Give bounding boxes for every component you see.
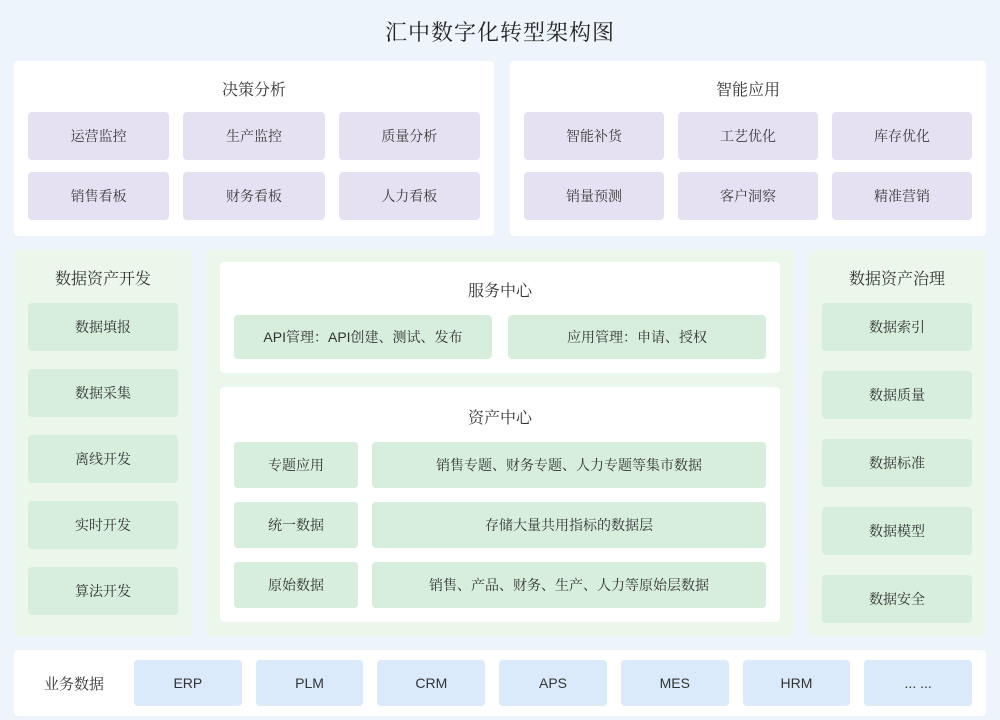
application-tile[interactable]: 库存优化 xyxy=(832,112,972,160)
application-tile[interactable]: 客户洞察 xyxy=(678,172,818,220)
development-item[interactable]: 数据采集 xyxy=(28,369,178,417)
asset-row-description[interactable]: 销售、产品、财务、生产、人力等原始层数据 xyxy=(372,562,766,608)
intelligent-applications-title: 智能应用 xyxy=(715,82,780,99)
decision-tile[interactable]: 销售看板 xyxy=(28,172,169,220)
data-asset-development-column xyxy=(14,250,192,636)
intelligent-applications-tiles xyxy=(524,112,972,220)
service-center-title: 服务中心 xyxy=(467,283,532,300)
asset-row-description[interactable]: 存储大量共用指标的数据层 xyxy=(372,502,766,548)
data-asset-governance-title: 数据资产治理 xyxy=(848,271,945,288)
application-tile[interactable]: 智能补货 xyxy=(524,112,664,160)
data-asset-governance-column xyxy=(808,250,986,636)
business-system-chip[interactable]: ... ... xyxy=(864,660,972,706)
business-system-chip[interactable]: ERP xyxy=(134,660,242,706)
business-system-chip[interactable]: PLM xyxy=(256,660,364,706)
service-item[interactable]: API管理：API创建、测试、发布 xyxy=(234,315,492,359)
decision-analysis-title: 决策分析 xyxy=(221,82,286,99)
governance-item[interactable]: 数据模型 xyxy=(822,507,972,555)
development-item[interactable]: 实时开发 xyxy=(28,501,178,549)
application-tile[interactable]: 销量预测 xyxy=(524,172,664,220)
decision-tile[interactable]: 生产监控 xyxy=(183,112,324,160)
asset-row-description[interactable]: 销售专题、财务专题、人力专题等集市数据 xyxy=(372,442,766,488)
asset-center-panel xyxy=(220,387,780,622)
asset-row xyxy=(234,442,766,488)
development-item[interactable]: 数据填报 xyxy=(28,303,178,351)
top-row xyxy=(14,61,986,236)
governance-item[interactable]: 数据索引 xyxy=(822,303,972,351)
asset-center-title: 资产中心 xyxy=(467,410,532,427)
governance-item[interactable]: 数据标准 xyxy=(822,439,972,487)
development-item[interactable]: 算法开发 xyxy=(28,567,178,615)
governance-item[interactable]: 数据质量 xyxy=(822,371,972,419)
middle-row xyxy=(14,250,986,636)
asset-row-label[interactable]: 原始数据 xyxy=(234,562,358,608)
development-item[interactable]: 离线开发 xyxy=(28,435,178,483)
business-data-label: 业务数据 xyxy=(43,675,104,693)
business-system-chip[interactable]: HRM xyxy=(743,660,851,706)
governance-item[interactable]: 数据安全 xyxy=(822,575,972,623)
business-system-chip[interactable]: APS xyxy=(499,660,607,706)
asset-row-label[interactable]: 专题应用 xyxy=(234,442,358,488)
application-tile[interactable]: 精准营销 xyxy=(832,172,972,220)
decision-tile[interactable]: 质量分析 xyxy=(339,112,480,160)
decision-analysis-panel xyxy=(14,61,494,236)
data-asset-development-title: 数据资产开发 xyxy=(54,271,151,288)
decision-tile[interactable]: 运营监控 xyxy=(28,112,169,160)
page-title: 汇中数字化转型架构图 xyxy=(384,20,615,45)
decision-analysis-tiles xyxy=(28,112,480,220)
application-tile[interactable]: 工艺优化 xyxy=(678,112,818,160)
service-center-panel xyxy=(220,262,780,373)
center-column xyxy=(206,250,794,636)
business-data-row xyxy=(14,650,986,716)
intelligent-applications-panel xyxy=(510,61,986,236)
service-center-items xyxy=(234,315,766,359)
asset-row xyxy=(234,502,766,548)
decision-tile[interactable]: 财务看板 xyxy=(183,172,324,220)
business-system-chip[interactable]: MES xyxy=(621,660,729,706)
service-item[interactable]: 应用管理：申请、授权 xyxy=(508,315,766,359)
business-system-chip[interactable]: CRM xyxy=(377,660,485,706)
decision-tile[interactable]: 人力看板 xyxy=(339,172,480,220)
asset-row xyxy=(234,562,766,608)
asset-row-label[interactable]: 统一数据 xyxy=(234,502,358,548)
